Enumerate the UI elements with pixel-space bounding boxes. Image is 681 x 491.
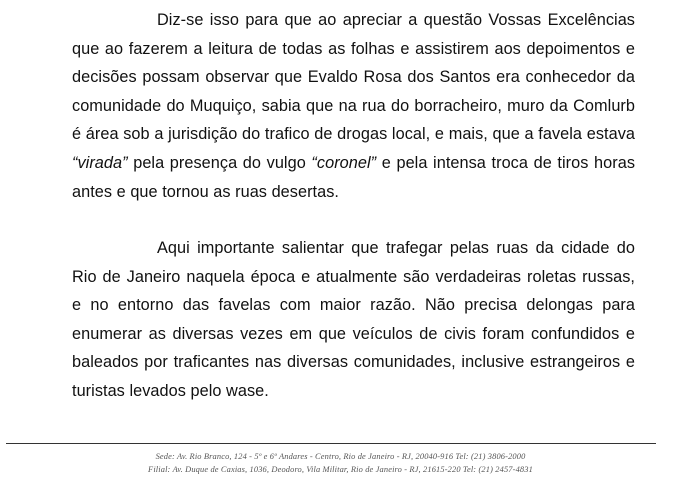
paragraph-1 bbox=[72, 6, 635, 206]
footer-divider bbox=[6, 443, 656, 444]
quoted-term-coronel: “coronel” bbox=[311, 153, 377, 172]
footer-sede-address: Sede: Av. Rio Branco, 124 - 5º e 6º Andares - Centro, Rio de Janeiro - RJ, 20040-916 Tel: (21) 3806-2000 bbox=[155, 452, 526, 461]
paragraph-1-text-middle: pela presença do vulgo bbox=[127, 153, 312, 172]
quoted-term-virada: “virada” bbox=[72, 153, 128, 172]
page-footer bbox=[0, 451, 681, 476]
paragraph-1-text-end: e pela intensa troca de tiros horas antes e que tornou as ruas desertas. bbox=[72, 153, 636, 201]
paragraph-1-text-start: Diz-se isso para que ao apreciar a questão Vossas Excelências que ao fazerem a leitura de todas as folhas e assistirem aos depoimentos e decisões possam observar que Evaldo Rosa dos Santos era conhecedor da comunidade do Muquiço, sabia que na rua do borracheiro, muro da Comlurb é área sob a jurisdição do trafico de drogas local, e mais, que a favela estava bbox=[72, 11, 635, 144]
paragraph-2: Aqui importante salientar que trafegar pelas ruas da cidade do Rio de Janeiro naquela época e atualmente são verdadeiras roletas russas, e no entorno das favelas com maior razão. Não precisa delongas para enumerar as diversas vezes em que veículos de civis foram confundidos e baleados por traficantes nas diversas comunidades, inclusive estrangeiros e turistas levados pelo wase. bbox=[72, 239, 635, 400]
footer-filial-address: Filial: Av. Duque de Caxias, 1036, Deodoro, Vila Militar, Rio de Janeiro - RJ, 21615-220 Tel: (21) 2457-4831 bbox=[148, 464, 533, 474]
